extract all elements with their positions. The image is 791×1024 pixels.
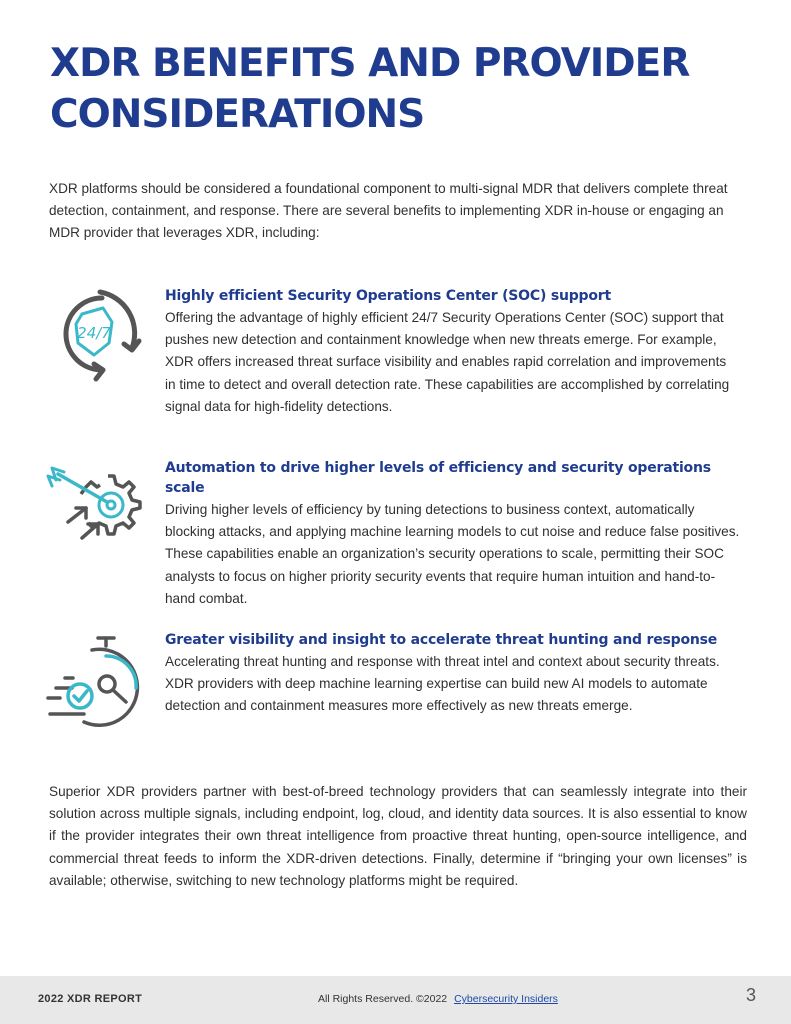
benefit-heading: Highly efficient Security Operations Center (SOC) support bbox=[165, 288, 611, 304]
benefit-content bbox=[165, 630, 740, 718]
footer-copyright bbox=[318, 993, 558, 1005]
benefit-content bbox=[165, 458, 740, 610]
cybersecurity-insiders-link[interactable]: Cybersecurity Insiders bbox=[454, 993, 558, 1005]
page-title bbox=[50, 38, 750, 140]
benefit-heading: Automation to drive higher levels of efficiency and security operations scale bbox=[165, 460, 711, 496]
page-title-line-1: XDR BENEFITS AND PROVIDER bbox=[50, 41, 690, 86]
24-7-icon-text: 24/7 bbox=[77, 324, 111, 342]
gear-target-arrow-icon bbox=[40, 458, 150, 558]
benefit-body: Driving higher levels of efficiency by tuning detections to business context, automatically blocking attacks, and applying machine learning models to cut noise and reduce false positives. These capabilities enable an organization’s security operations to scale, permitting their SOC analysts to focus on higher priority security events that require human intuition and hand-to-hand combat. bbox=[165, 502, 740, 606]
footer-rights-text: All Rights Reserved. ©2022 bbox=[318, 993, 448, 1005]
page-number: 3 bbox=[746, 985, 757, 1005]
page-title-line-2: CONSIDERATIONS bbox=[50, 92, 425, 137]
page-footer bbox=[0, 976, 791, 1024]
benefit-body: Accelerating threat hunting and response with threat intel and context about security threats. XDR providers with deep machine learning expertise can build new AI models to automate detection and containment measures more effectively as new threats emerge. bbox=[165, 654, 720, 714]
benefit-body: Offering the advantage of highly efficient 24/7 Security Operations Center (SOC) support that pushes new detection and containment knowledge when new threats emerge. For example, XDR offers increased threat surface visibility and enables rapid correlation and improvements in time to detect and overall detection rate. These capabilities are accomplished by correlating signal data for high-fidelity detections. bbox=[165, 310, 730, 414]
benefit-content bbox=[165, 286, 740, 418]
footer-report-title: 2022 XDR REPORT bbox=[38, 993, 143, 1005]
24-7-support-icon bbox=[40, 286, 150, 386]
intro-paragraph: XDR platforms should be considered a foundational component to multi-signal MDR that delivers complete threat detection, containment, and response. There are several benefits to implementing XDR in-house or engaging an MDR provider that leverages XDR, including: bbox=[49, 181, 728, 240]
benefit-heading: Greater visibility and insight to accelerate threat hunting and response bbox=[165, 632, 718, 648]
stopwatch-search-icon bbox=[40, 630, 150, 730]
closing-paragraph: Superior XDR providers partner with best-of-breed technology providers that can seamlessly integrate into their solution across multiple signals, including endpoint, log, cloud, and identity data sources. It is also essential to know if the provider integrates their own threat intelligence from proactive threat hunting, open-source intelligence, and commercial threat feeds to inform the XDR-driven detections. Finally, determine if “bringing your own licenses” is available; otherwise, switching to new technology platforms might be required. bbox=[49, 784, 747, 888]
